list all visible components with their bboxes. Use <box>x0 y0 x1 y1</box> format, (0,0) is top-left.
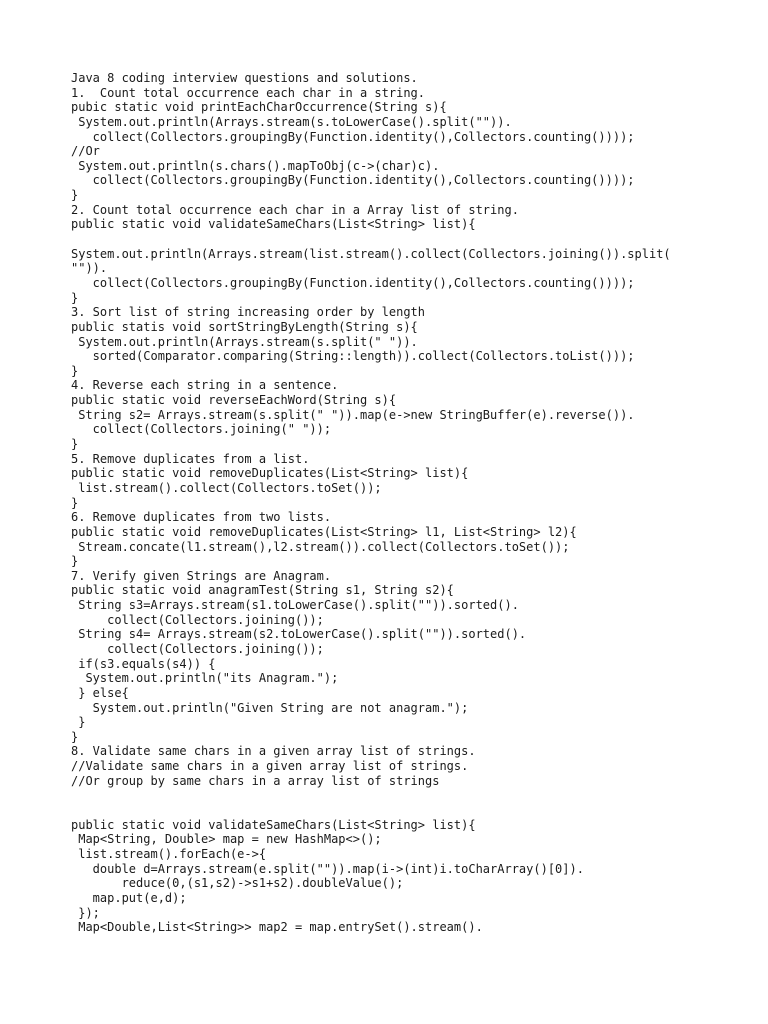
code-line: 3. Sort list of string increasing order by length <box>71 305 426 320</box>
code-line: public statis void sortStringByLength(String s){ <box>71 319 418 334</box>
code-line: list.stream().forEach(e->{ <box>71 846 267 861</box>
code-line: System.out.println(s.chars().mapToObj(c->(char)c). <box>71 158 440 173</box>
code-line: public static void anagramTest(String s1, String s2){ <box>71 583 454 598</box>
code-line: } <box>71 437 79 452</box>
code-line: } <box>71 729 79 744</box>
code-line: System.out.println(Arrays.stream(s.split(" ")). <box>71 334 418 349</box>
code-line: System.out.println("Given String are not anagram."); <box>71 700 469 715</box>
code-line: String s2= Arrays.stream(s.split(" ")).map(e->new StringBuffer(e).reverse()). <box>71 407 635 422</box>
code-line: collect(Collectors.groupingBy(Function.identity(),Collectors.counting()))); <box>71 173 635 188</box>
code-line: sorted(Comparator.comparing(String::length)).collect(Collectors.toList())); <box>71 349 635 364</box>
code-line: public static void removeDuplicates(List<String> list){ <box>71 466 469 481</box>
code-line: 6. Remove duplicates from two lists. <box>71 510 332 525</box>
code-line: } <box>71 363 79 378</box>
code-line: } <box>71 188 79 203</box>
code-line: 1. Count total occurrence each char in a string. <box>71 85 426 100</box>
code-line: //Validate same chars in a given array list of strings. <box>71 759 469 774</box>
code-line: 8. Validate same chars in a given array list of strings. <box>71 744 476 759</box>
code-line: Map<String, Double> map = new HashMap<>(); <box>71 832 382 847</box>
code-line: collect(Collectors.groupingBy(Function.identity(),Collectors.counting()))); <box>71 275 635 290</box>
code-line: "")). <box>71 261 108 276</box>
code-line: collect(Collectors.joining(" ")); <box>71 422 332 437</box>
code-line: } <box>71 495 79 510</box>
code-line: public static void removeDuplicates(List<String> l1, List<String> l2){ <box>71 524 577 539</box>
code-line: //Or <box>71 144 100 159</box>
code-line: double d=Arrays.stream(e.split("")).map(i->(int)i.toCharArray()[0]). <box>71 861 584 876</box>
code-line: String s4= Arrays.stream(s2.toLowerCase().split("")).sorted(). <box>71 627 527 642</box>
code-line <box>71 788 721 803</box>
code-line: Map<Double,List<String>> map2 = map.entrySet().stream(). <box>71 920 483 935</box>
code-line: collect(Collectors.groupingBy(Function.identity(),Collectors.counting()))); <box>71 129 635 144</box>
code-line: System.out.println(Arrays.stream(s.toLowerCase().split("")). <box>71 114 512 129</box>
code-line: String s3=Arrays.stream(s1.toLowerCase().split("")).sorted(). <box>71 598 519 613</box>
code-line: } else{ <box>71 685 129 700</box>
code-line: pubic static void printEachCharOccurrence(String s){ <box>71 100 447 115</box>
code-line: //Or group by same chars in a array list of strings <box>71 773 440 788</box>
code-line: Stream.concate(l1.stream(),l2.stream()).collect(Collectors.toSet()); <box>71 539 570 554</box>
code-line: 7. Verify given Strings are Anagram. <box>71 568 332 583</box>
code-line: } <box>71 290 79 305</box>
code-line <box>71 232 721 247</box>
code-line: reduce(0,(s1,s2)->s1+s2).doubleValue(); <box>71 876 404 891</box>
code-line: public static void reverseEachWord(String s){ <box>71 393 397 408</box>
code-line: System.out.println("its Anagram."); <box>71 671 339 686</box>
code-line: Java 8 coding interview questions and solutions. <box>71 71 418 85</box>
code-line <box>71 803 721 818</box>
code-line: }); <box>71 905 100 920</box>
code-line: 4. Reverse each string in a sentence. <box>71 378 339 393</box>
code-line: } <box>71 715 86 730</box>
code-line: System.out.println(Arrays.stream(list.stream().collect(Collectors.joining()).split( <box>71 246 671 261</box>
code-line: 2. Count total occurrence each char in a Array list of string. <box>71 202 519 217</box>
code-line: collect(Collectors.joining()); <box>71 612 324 627</box>
code-line: list.stream().collect(Collectors.toSet()); <box>71 480 382 495</box>
code-line: } <box>71 554 79 569</box>
code-line: 5. Remove duplicates from a list. <box>71 451 310 466</box>
code-line: map.put(e,d); <box>71 890 187 905</box>
code-line: collect(Collectors.joining()); <box>71 641 324 656</box>
code-line: public static void validateSameChars(List<String> list){ <box>71 817 476 832</box>
code-line: if(s3.equals(s4)) { <box>71 656 216 671</box>
code-listing <box>71 71 721 935</box>
code-line: public static void validateSameChars(List<String> list){ <box>71 217 476 232</box>
